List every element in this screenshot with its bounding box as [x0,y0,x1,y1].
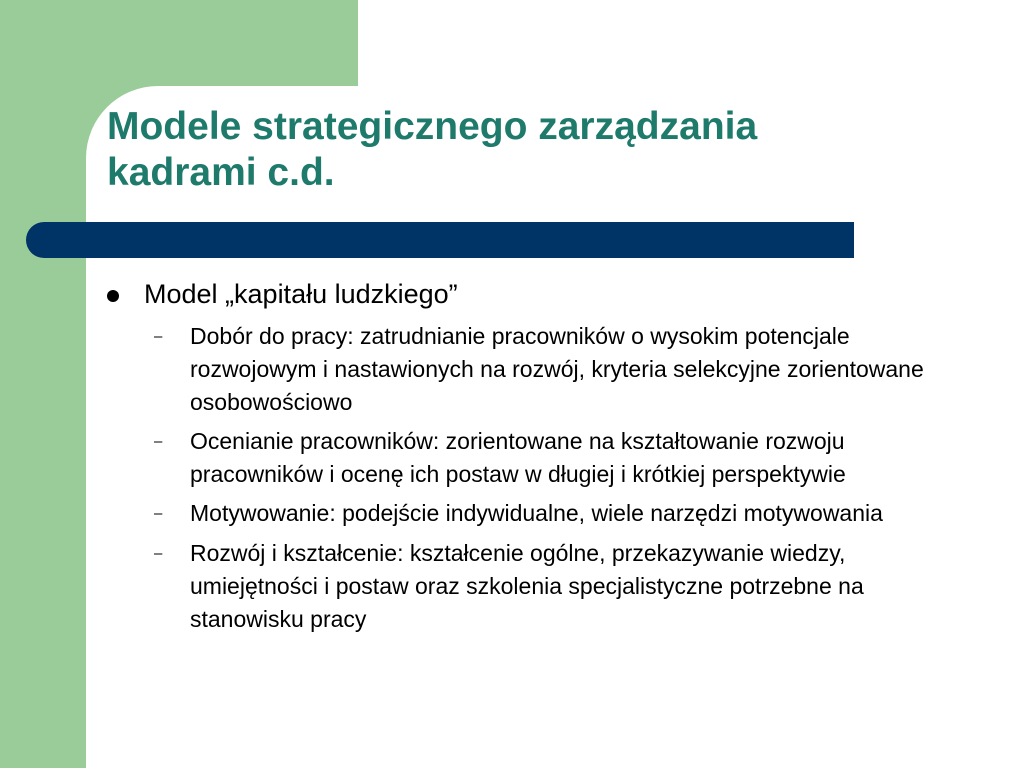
dash-marker: – [154,433,163,450]
sub-bullet-text: Motywowanie: podejście indywidualne, wiele narzędzi motywowania [190,500,883,526]
sub-bullet-item [152,497,984,531]
dash-marker: – [154,505,163,522]
dash-marker: – [154,545,163,562]
sub-bullet-text: Dobór do pracy: zatrudnianie pracowników o wysokim potencjale rozwojowym i nastawionych na rozwój, kryteria selekcyjne zorientowane osobowościowo [190,323,924,415]
slide-title: Modele strategicznego zarządzania kadrami c.d. [107,105,758,194]
sub-bullet-item [152,320,984,419]
sub-bullet-item [152,537,984,636]
sub-bullet-text: Ocenianie pracowników: zorientowane na kształtowanie rozwoju pracowników i ocenę ich postaw w długiej i krótkiej perspektywie [190,428,846,487]
dash-marker: – [154,328,163,345]
sub-bullet-item [152,425,984,491]
sub-bullet-text: Rozwój i kształcenie: kształcenie ogólne, przekazywanie wiedzy, umiejętności i postaw oraz szkolenia specjalistyczne potrzebne na stanowisku pracy [190,540,864,632]
sub-bullet-list [152,320,984,636]
title-underline-bar [26,222,854,258]
bullet-text: Model „kapitału ludzkiego” [144,279,458,309]
bullet-item [104,276,984,312]
slide-content [104,276,984,642]
bullet-dot-icon [107,290,119,302]
